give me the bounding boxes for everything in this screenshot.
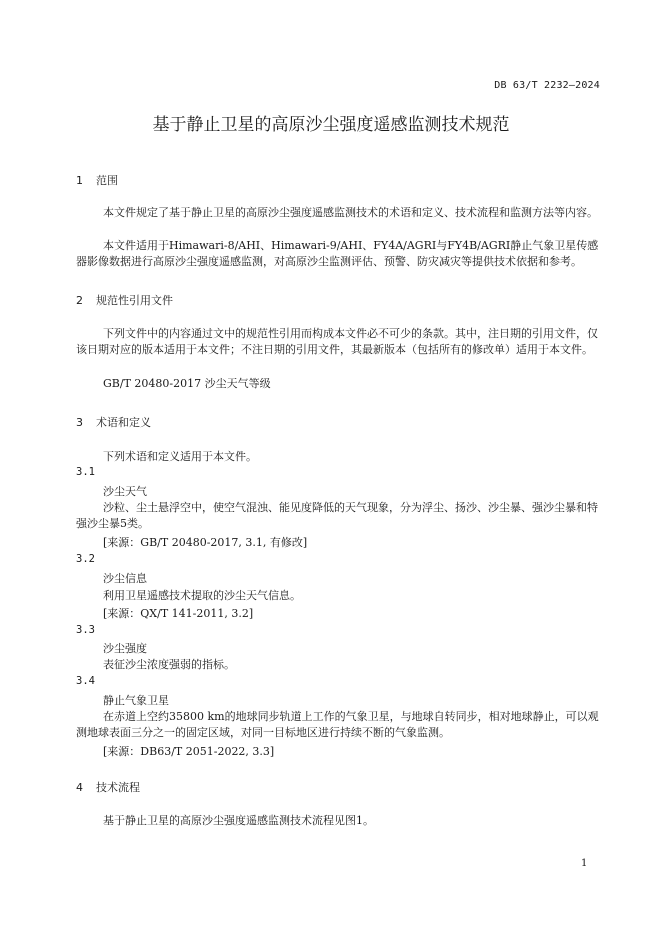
term-3-1-number: 3.1 <box>76 466 95 478</box>
section-title: 范围 <box>96 174 118 187</box>
section-1-para-1: 本文件规定了基于静止卫星的高原沙尘强度遥感监测技术的术语和定义、技术流程和监测方法等内容。 <box>103 206 598 219</box>
section-1-para-2: 本文件适用于Himawari-8/AHI、Himawari-9/AHI、FY4A/AGRI与FY4B/AGRI静止气象卫星传感器影像数据进行高原沙尘强度遥感监测，对高原沙尘监测评估、预警、防灾减灾等提供技术依据和参考。 <box>76 239 599 268</box>
term-3-3-definition: 表征沙尘浓度强弱的指标。 <box>103 658 235 671</box>
term-3-2-number: 3.2 <box>76 553 95 565</box>
section-4-heading <box>76 779 140 795</box>
term-3-2-title: 沙尘信息 <box>103 572 147 585</box>
section-1-heading <box>76 172 118 188</box>
term-3-4-definition: 在赤道上空约35800 km的地球同步轨道上工作的气象卫星，与地球自转同步，相对地球静止，可以观测地球表面三分之一的固定区域，对同一目标地区进行持续不断的气象监测。 <box>76 710 599 739</box>
section-number: 3 <box>76 416 83 429</box>
term-3-2-source: [来源：QX/T 141-2011, 3.2] <box>103 607 254 620</box>
section-number: 2 <box>76 294 83 307</box>
term-3-1-title: 沙尘天气 <box>103 485 147 498</box>
section-3-intro: 下列术语和定义适用于本文件。 <box>103 450 257 463</box>
section-title: 技术流程 <box>96 781 140 794</box>
term-3-4-number: 3.4 <box>76 675 95 687</box>
section-number: 4 <box>76 781 83 794</box>
section-4-para-1: 基于静止卫星的高原沙尘强度遥感监测技术流程见图1。 <box>103 814 374 827</box>
term-3-3-number: 3.3 <box>76 624 95 636</box>
term-3-4-title: 静止气象卫星 <box>103 694 169 707</box>
term-3-1-definition: 沙粒、尘土悬浮空中，使空气混浊、能见度降低的天气现象，分为浮尘、扬沙、沙尘暴、强沙尘暴和特强沙尘暴5类。 <box>76 501 598 530</box>
standard-code: DB 63/T 2232—2024 <box>494 80 600 91</box>
term-3-2-definition: 利用卫星遥感技术提取的沙尘天气信息。 <box>103 589 301 602</box>
term-3-1-source: [来源：GB/T 20480-2017, 3.1, 有修改] <box>103 536 308 549</box>
section-number: 1 <box>76 174 83 187</box>
term-3-4-source: [来源：DB63/T 2051-2022, 3.3] <box>103 745 275 758</box>
normative-reference: GB/T 20480-2017 沙尘天气等级 <box>103 377 271 390</box>
section-2-heading <box>76 292 173 308</box>
section-title: 规范性引用文件 <box>96 294 173 307</box>
page-number: 1 <box>581 858 588 869</box>
section-2-para-1: 下列文件中的内容通过文中的规范性引用而构成本文件必不可少的条款。其中，注日期的引用文件，仅该日期对应的版本适用于本文件；不注日期的引用文件，其最新版本（包括所有的修改单）适用于本文件。 <box>76 327 598 356</box>
section-title: 术语和定义 <box>96 416 151 429</box>
term-3-3-title: 沙尘强度 <box>103 642 147 655</box>
document-title: 基于静止卫星的高原沙尘强度遥感监测技术规范 <box>152 115 510 135</box>
section-3-heading <box>76 414 151 430</box>
